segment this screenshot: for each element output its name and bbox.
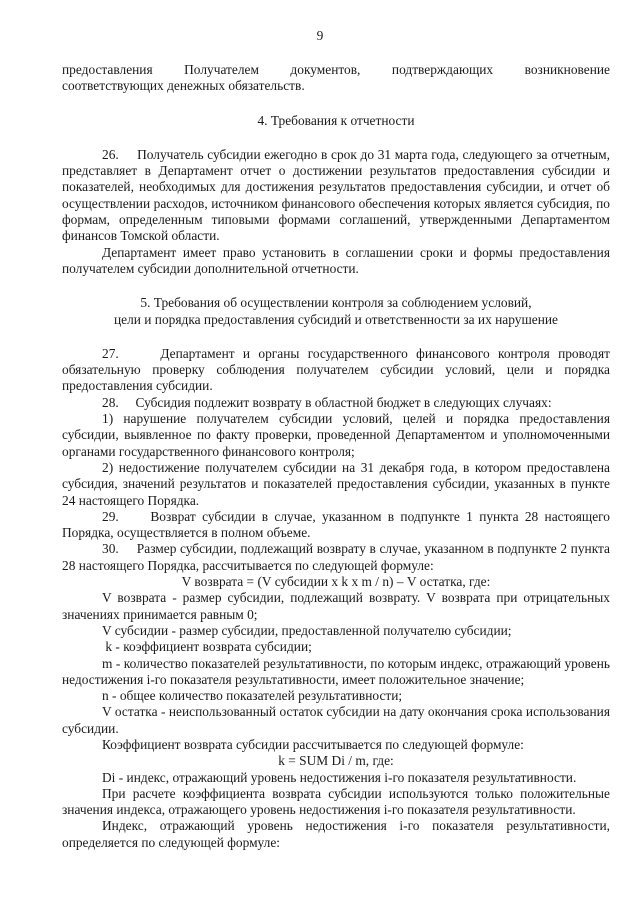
definition-k: k - коэффициент возврата субсидии; bbox=[102, 639, 312, 655]
formula-v-return: V возврата = (V субсидии x k x m / n) – V остатка, где: bbox=[181, 574, 491, 590]
definition-n: n - общее количество показателей результативности; bbox=[102, 688, 403, 704]
section-5-title-line-2: цели и порядка предоставления субсидий и ответственности за их нарушение bbox=[113, 311, 558, 327]
formula-k: k = SUM Di / m, где: bbox=[278, 753, 394, 769]
page-number: 9 bbox=[316, 28, 324, 43]
paragraph-29: 29. Возврат субсидии в случае, указанном в подпункте 1 пункта 28 настоящего Порядка, осуществляется в полном объеме. bbox=[62, 508, 610, 541]
paragraph-26: 26. Получатель субсидии ежегодно в срок до 31 марта года, следующего за отчетным, представляет в Департамент отчет о достижении результатов предоставления субсидии и показателей, необходимых для достижения результатов предоставления субсидии, и отчет об осуществлении расходов, источником финансового обеспечения которых является субсидия, по формам, определенным типовыми формами соглашений, утвержденными Департаментом финансов Томской области. bbox=[62, 146, 610, 244]
definition-v-subsidy: V субсидии - размер субсидии, предоставленной получателю субсидии; bbox=[102, 622, 512, 638]
paragraph-28-item-2: 2) недостижение получателем субсидии на 31 декабря года, в котором предоставлена субсидия, значений результатов и показателей предоставления субсидии, указанных в пункте 24 настоящего Порядка. bbox=[62, 459, 610, 508]
definition-m: m - количество показателей результативности, по которым индекс, отражающий уровень недостижения i-го показателя результативности, имеет положительное значение; bbox=[62, 655, 610, 687]
coefficient-intro: Коэффициент возврата субсидии рассчитывается по следующей формуле: bbox=[102, 736, 524, 752]
paragraph-27: 27. Департамент и органы государственного финансового контроля проводят обязательную проверку соблюдения получателем субсидии условий, цели и порядка предоставления субсидии. bbox=[62, 345, 610, 394]
definition-v-return: V возврата - размер субсидии, подлежащий возврату. V возврата при отрицательных значениях принимается равным 0; bbox=[62, 590, 610, 622]
paragraph-28-item-1: 1) нарушение получателем субсидии условий, целей и порядка предоставления субсидии, выявленное по факту проверки, проведенной Департаментом и уполномоченными органами государственного финансового контроля; bbox=[62, 411, 610, 459]
intro-line-2: соответствующих денежных обязательств. bbox=[62, 78, 305, 94]
definition-v-rest: V остатка - неиспользованный остаток субсидии на дату окончания срока использования субсидии. bbox=[62, 704, 610, 736]
intro-line-1: предоставления Получателем документов, подтверждающих возникновение bbox=[62, 62, 610, 77]
section-4-title: 4. Требования к отчетности bbox=[257, 112, 415, 128]
document-body bbox=[62, 62, 610, 851]
paragraph-28: 28. Субсидия подлежит возврату в областной бюджет в следующих случаях: bbox=[102, 394, 552, 410]
definition-di: Di - индекс, отражающий уровень недостижения i-го показателя результативности. bbox=[102, 769, 577, 785]
index-intro: Индекс, отражающий уровень недостижения i-го показателя результативности, определяется по следующей формуле: bbox=[62, 818, 610, 850]
positive-values-note: При расчете коэффициента возврата субсидии используются только положительные значения индекса, отражающего уровень недостижения i-го показателя результативности. bbox=[62, 785, 610, 818]
paragraph-26-rights: Департамент имеет право установить в соглашении сроки и формы предоставления получателем субсидии дополнительной отчетности. bbox=[62, 244, 610, 276]
paragraph-30: 30. Размер субсидии, подлежащий возврату в случае, указанном в подпункте 2 пункта 28 настоящего Порядка, рассчитывается по следующей формуле: bbox=[62, 541, 610, 573]
section-5-title-line-1: 5. Требования об осуществлении контроля за соблюдением условий, bbox=[140, 295, 532, 311]
